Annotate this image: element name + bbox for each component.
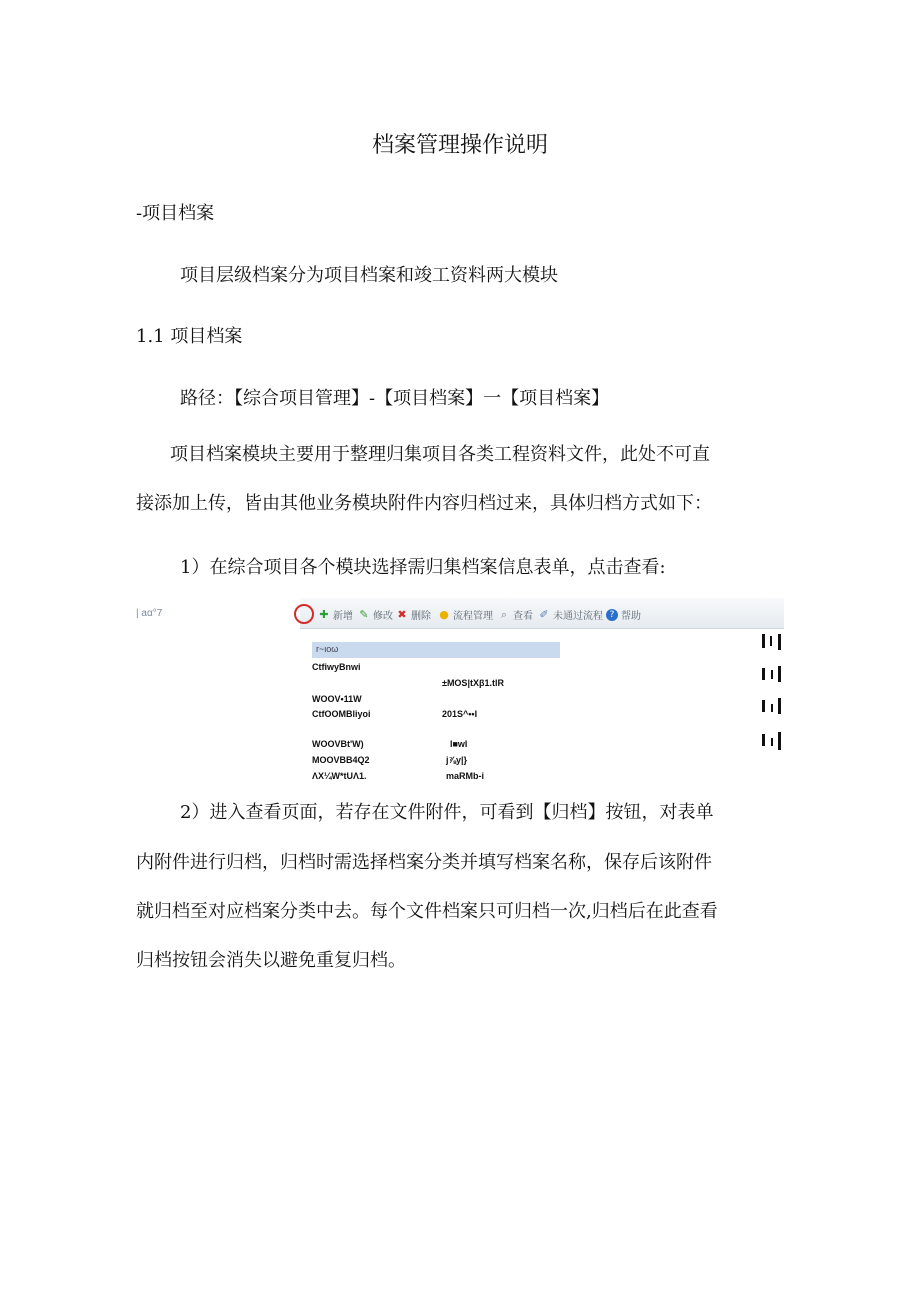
edge-mark [762,700,765,712]
search-icon: ⌕ [500,607,508,621]
toolbar-label: 删除 [411,611,431,622]
intro-paragraph: 项目层级档案分为项目档案和竣工资料两大模块 [180,265,558,286]
paragraph-line: 内附件进行归档，归档时需选择档案分类并填写档案名称，保存后该附件 [136,852,712,873]
edge-mark [762,634,765,648]
figure-side-note: | aα°7 [136,608,163,619]
help-icon: ? [606,609,618,621]
toolbar-label: 流程管理 [453,611,493,622]
record-icon [294,604,314,624]
form-value: l■wl [450,739,468,749]
paragraph-line: 接添加上传，皆由其他业务模块附件内容归档过来，具体归档方式如下： [136,493,712,514]
edge-mark [778,698,781,714]
toolbar-label: 新增 [333,611,353,622]
navigation-path: 路径：【综合项目管理】-【项目档案】一【项目档案】 [180,388,610,409]
edge-mark [778,666,781,682]
edge-mark [770,636,772,646]
bulb-icon: ● [439,607,449,621]
form-label: CtfOOMBliyoi [312,709,371,719]
toolbar-view [498,607,533,622]
form-value: 201S^••I [442,709,478,719]
edge-mark [771,670,773,679]
step-one: 1）在综合项目各个模块选择需归集档案信息表单，点击查看: [180,557,666,578]
edge-mark [778,634,781,650]
selected-row-label: r~ιoω [316,644,339,654]
edge-marks [758,634,784,754]
toolbar-rejected [538,607,603,622]
edge-mark [778,732,781,750]
form-label: ΛX¼W*tUΛ1. [312,771,367,781]
toolbar-edit [358,607,393,622]
form-label: WOOVBt'W) [312,739,364,749]
sub-heading: 1.1 项目档案 [136,326,243,347]
edit-icon: ✎ [359,607,369,621]
toolbar-label: 未通过流程 [553,611,603,622]
delete-icon: ✖ [397,607,407,621]
toolbar-label: 帮助 [621,611,641,622]
toolbar-workflow [438,607,493,622]
selected-row [312,642,560,658]
paragraph-line: 归档按钮会消失以避免重复归档。 [136,950,406,971]
paragraph-line: 项目档案模块主要用于整理归集项目各类工程资料文件，此处不可直 [170,444,710,465]
figure-toolbar [300,598,784,629]
edge-mark [762,668,765,680]
step-two: 2）进入查看页面，若存在文件附件，可看到【归档】按钮，对表单 [180,802,714,823]
edge-mark [771,738,773,746]
pen-icon: ✐ [539,607,549,621]
edge-mark [771,704,773,712]
toolbar-add [318,607,353,622]
form-value: j⅞y|} [446,755,468,765]
page-title: 档案管理操作说明 [371,133,548,158]
toolbar-help [606,607,641,622]
section-heading: -项目档案 [136,203,215,224]
form-label: CtfiwyBnwi [312,662,361,672]
toolbar-delete [396,607,431,622]
toolbar-label: 修改 [373,611,393,622]
embedded-screenshot [300,598,784,788]
toolbar-label: 查看 [513,611,533,622]
paragraph-line: 就归档至对应档案分类中去。每个文件档案只可归档一次,归档后在此查看 [136,901,718,922]
edge-mark [762,734,765,746]
add-icon: ✚ [319,607,329,621]
form-value: ±MOS|tXβ1.tlR [442,678,504,688]
form-value: maRMb-i [446,771,484,781]
form-label: WOOV•11W [312,694,362,704]
form-label: MOOVBB4Q2 [312,755,370,765]
